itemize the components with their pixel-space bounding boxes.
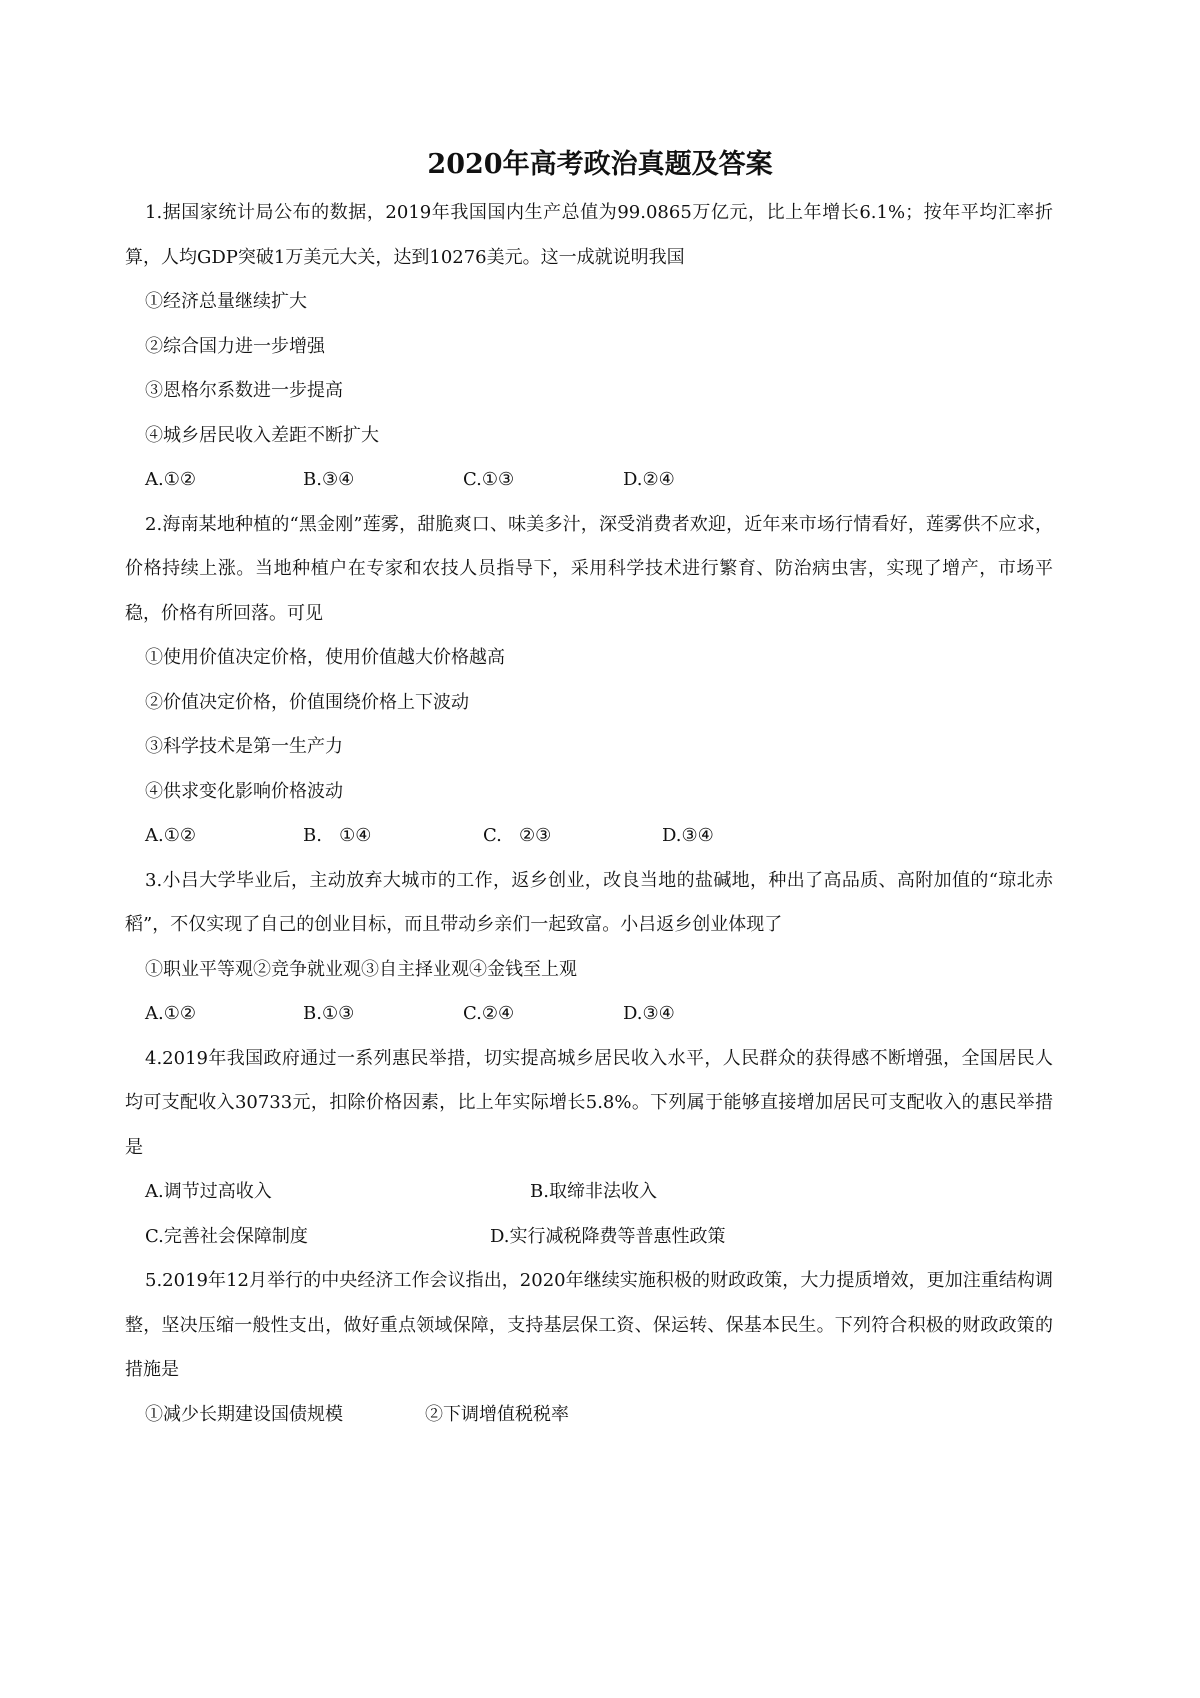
question-1-stem: 1.据国家统计局公布的数据，2019年我国国内生产总值为99.0865万亿元，比上年增长6.1%；按年平均汇率折算，人均GDP突破1万美元大关，达到10276美元。这一成就说明我国 bbox=[125, 202, 1053, 268]
option-c: C.②④ bbox=[463, 1003, 515, 1024]
question-4-options-row-2 bbox=[125, 1215, 1053, 1260]
question-2-item: ①使用价值决定价格，使用价值越大价格越高 bbox=[145, 647, 505, 668]
question-2-item: ④供求变化影响价格波动 bbox=[145, 780, 343, 802]
question-1-item: ②综合国力进一步增强 bbox=[145, 335, 325, 357]
option-b: B. ①④ bbox=[303, 825, 372, 846]
question-3-item: ①职业平等观②竞争就业观③自主择业观④金钱至上观 bbox=[145, 958, 577, 980]
option-c: C.完善社会保障制度 bbox=[145, 1225, 308, 1247]
question-4-options-row-1 bbox=[125, 1170, 1053, 1215]
option-a: A.①② bbox=[145, 469, 196, 490]
question-2-stem: 2.海南某地种植的“黑金刚”莲雾，甜脆爽口、味美多汁，深受消费者欢迎，近年来市场行情看好，莲雾供不应求，价格持续上涨。当地种植户在专家和农技人员指导下，采用科学技术进行繁育、防治病虫害，实现了增产，市场平稳，价格有所回落。可见 bbox=[125, 513, 1053, 624]
option-a: A.①② bbox=[145, 1003, 196, 1024]
option-a: A.①② bbox=[145, 825, 196, 846]
question-1-item: ④城乡居民收入差距不断扩大 bbox=[145, 424, 379, 446]
question-4-stem: 4.2019年我国政府通过一系列惠民举措，切实提高城乡居民收入水平，人民群众的获得感不断增强，全国居民人均可支配收入30733元，扣除价格因素，比上年实际增长5.8%。下列属于能够直接增加居民可支配收入的惠民举措是 bbox=[125, 1047, 1053, 1158]
question-1-item: ①经济总量继续扩大 bbox=[145, 291, 307, 312]
question-1-options bbox=[125, 458, 1053, 503]
question-5-items bbox=[125, 1393, 1053, 1438]
option-b: B.①③ bbox=[303, 1003, 355, 1024]
question-1-item: ③恩格尔系数进一步提高 bbox=[145, 380, 343, 401]
option-c: C.①③ bbox=[463, 469, 515, 490]
question-2-item: ②价值决定价格，价值围绕价格上下波动 bbox=[145, 691, 469, 713]
question-2-options bbox=[125, 814, 1053, 859]
option-a: A.调节过高收入 bbox=[145, 1181, 272, 1202]
question-2-item: ③科学技术是第一生产力 bbox=[145, 736, 343, 757]
page-title: 2020年高考政治真题及答案 bbox=[427, 149, 773, 180]
question-3-options bbox=[125, 992, 1053, 1037]
question-5-item: ②下调增值税税率 bbox=[425, 1403, 569, 1425]
option-d: D.实行减税降费等普惠性政策 bbox=[490, 1225, 726, 1247]
document-body bbox=[125, 191, 1053, 1437]
option-d: D.③④ bbox=[623, 1003, 675, 1024]
option-d: D.③④ bbox=[662, 825, 714, 846]
question-3-stem: 3.小吕大学毕业后，主动放弃大城市的工作，返乡创业，改良当地的盐碱地，种出了高品质、高附加值的“琼北赤稻”，不仅实现了自己的创业目标，而且带动乡亲们一起致富。小吕返乡创业体现了 bbox=[125, 869, 1053, 935]
option-b: B.③④ bbox=[303, 469, 355, 490]
option-d: D.②④ bbox=[623, 469, 675, 490]
question-5-item: ①减少长期建设国债规模 bbox=[145, 1403, 343, 1425]
option-c: C. ②③ bbox=[483, 825, 552, 846]
question-5-stem: 5.2019年12月举行的中央经济工作会议指出，2020年继续实施积极的财政政策，大力提质增效，更加注重结构调整，坚决压缩一般性支出，做好重点领域保障，支持基层保工资、保运转、保基本民生。下列符合积极的财政政策的措施是 bbox=[125, 1270, 1053, 1380]
option-b: B.取缔非法收入 bbox=[530, 1181, 657, 1202]
